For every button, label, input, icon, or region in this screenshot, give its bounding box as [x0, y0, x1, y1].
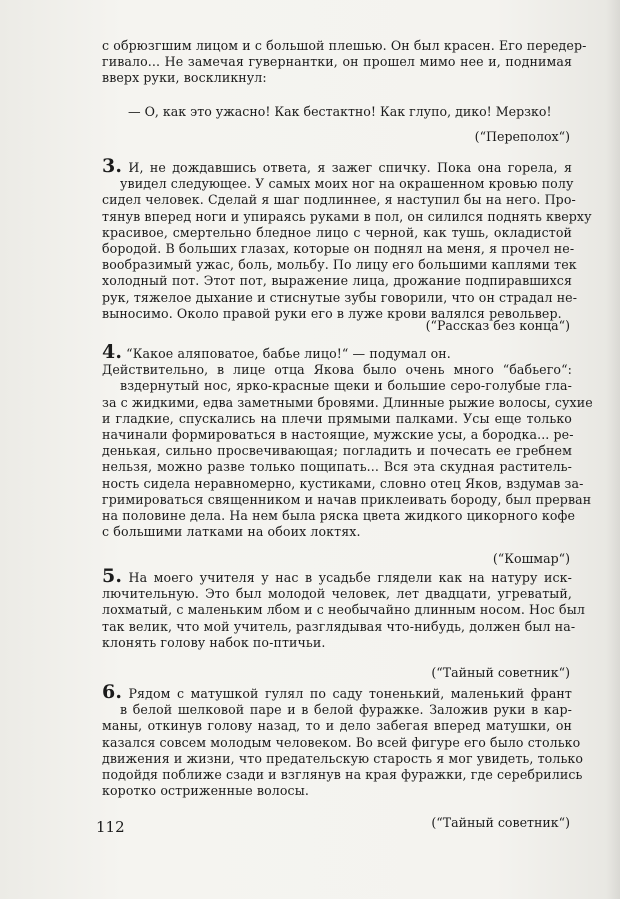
- excerpt-number: 4.: [102, 341, 123, 363]
- source-pereполох: (“Переполох“): [474, 129, 570, 144]
- source-rasskaz: (“Рассказ без конца“): [425, 318, 570, 333]
- text-line: маны, откинув голову назад, то и дело забегая вперед матушки, он: [102, 718, 572, 734]
- text-line: гримироваться священником и начав приклеивать бороду, был прерван: [102, 491, 592, 507]
- text-line-first: [102, 681, 572, 703]
- excerpt-4: [102, 341, 593, 540]
- text-line: тянув вперед ноги и упираясь руками в пол, он силился поднять кверху: [102, 208, 592, 224]
- text-line: с большими латками на обоих локтях.: [102, 524, 361, 540]
- text-line: с обрюзгшим лицом и с большой плешью. Он был красен. Его передер-: [102, 38, 587, 53]
- text-line: рук, тяжелое дыхание и стиснутые зубы говорили, что он страдал не-: [102, 289, 578, 305]
- text-line-first: [102, 565, 572, 587]
- text-line: Рядом с матушкой гулял по саду тоненький, маленький франт: [128, 686, 572, 701]
- text-line: лючительную. Это был молодой человек, лет двадцати, угреватый,: [102, 586, 572, 602]
- text-line: сидел человек. Сделай я шаг подлиннее, я наступил бы на него. Про-: [102, 192, 576, 208]
- text-line: вверх руки, воскликнул:: [102, 70, 267, 86]
- text-line: “Какое аляповатое, бабье лицо!“ — подумал он.: [126, 346, 451, 361]
- text-line: вздернутый нос, ярко-красные щеки и большие серо-голубые гла-: [120, 378, 572, 394]
- text-line: на половине дела. На нем была ряска цвета жидкого цикорного кофе: [102, 508, 576, 524]
- source-tayny-1: (“Тайный советник“): [431, 665, 570, 680]
- excerpt-6: [102, 681, 584, 799]
- text-line: лохматый, с маленьким лбом и с необычайно длинным носом. Нос был: [102, 602, 585, 618]
- text-line: увидел следующее. У самых моих ног на окрашенном кровью полу: [120, 176, 574, 192]
- page-number: 112: [96, 818, 125, 836]
- text-line: выносимо. Около правой руки его в луже крови валялся револьвер.: [102, 305, 562, 321]
- text-line: гивало... Не замечая гувернантки, он прошел мимо нее и, поднимая: [102, 54, 572, 70]
- text-line: так велик, что мой учитель, разглядывая что-нибудь, должен был на-: [102, 618, 576, 634]
- text-line: вообразимый ужас, боль, мольбу. По лицу его большими каплями тек: [102, 257, 577, 273]
- text-line: и гладкие, спускались на плечи прямыми палками. Усы еще только: [102, 410, 572, 426]
- text-line: И, не дождавшись ответа, я зажег спичку. Пока она горела, я: [128, 160, 572, 175]
- text-line: ность сидела неравномерно, кустиками, словно отец Яков, вздумав за-: [102, 475, 584, 491]
- text-line: Действительно, в лице отца Якова было очень много “бабьего“:: [102, 362, 572, 378]
- text-line: На моего учителя у нас в усадьбе глядели как на натуру иск-: [128, 570, 572, 585]
- text-line: в белой шелковой паре и в белой фуражке. Заложив руки в кар-: [120, 702, 572, 718]
- text-line: бородой. В больших глазах, которые он поднял на меня, я прочел не-: [102, 241, 575, 257]
- text-line: подойдя поближе сзади и взглянув на края фуражки, где серебрились: [102, 767, 583, 783]
- excerpt-number: 5.: [102, 565, 123, 587]
- text-line: клонять голову набок по-птичьи.: [102, 634, 326, 650]
- text-line: движения и жизни, что предательскую старость я мог увидеть, только: [102, 750, 584, 766]
- source-tayny-2: (“Тайный советник“): [431, 815, 570, 830]
- text-line: нельзя, можно разве только пощипать... Вся эта скудная раститель-: [102, 459, 572, 475]
- source-koshmar: (“Кошмар“): [492, 551, 570, 566]
- excerpt-number: 3.: [102, 155, 123, 177]
- text-line: красивое, смертельно бледное лицо с черной, как тушь, окладистой: [102, 224, 572, 240]
- exclamation-quote: — О, как это ужасно! Как бестактно! Как глупо, дико! Мерзко!: [128, 104, 552, 119]
- paragraph-continuation: [102, 38, 587, 87]
- text-line: холодный пот. Этот пот, выражение лица, дрожание подпиравшихся: [102, 273, 572, 289]
- text-line: денькая, сильно просвечивающая; погладить и почесать ее гребнем: [102, 443, 572, 459]
- excerpt-5: [102, 565, 585, 651]
- text-line: казался совсем молодым человеком. Во всей фигуре его было столько: [102, 734, 581, 750]
- text-line: за с жидкими, едва заметными бровями. Длинные рыжие волосы, сухие: [102, 394, 593, 410]
- text-line-first: [102, 341, 572, 363]
- text-line: коротко остриженные волосы.: [102, 783, 309, 799]
- excerpt-number: 6.: [102, 681, 123, 703]
- text-line-first: [102, 155, 572, 177]
- text-line: начинали формироваться в настоящие, мужские усы, а бородка... ре-: [102, 427, 574, 443]
- excerpt-3: [102, 155, 592, 322]
